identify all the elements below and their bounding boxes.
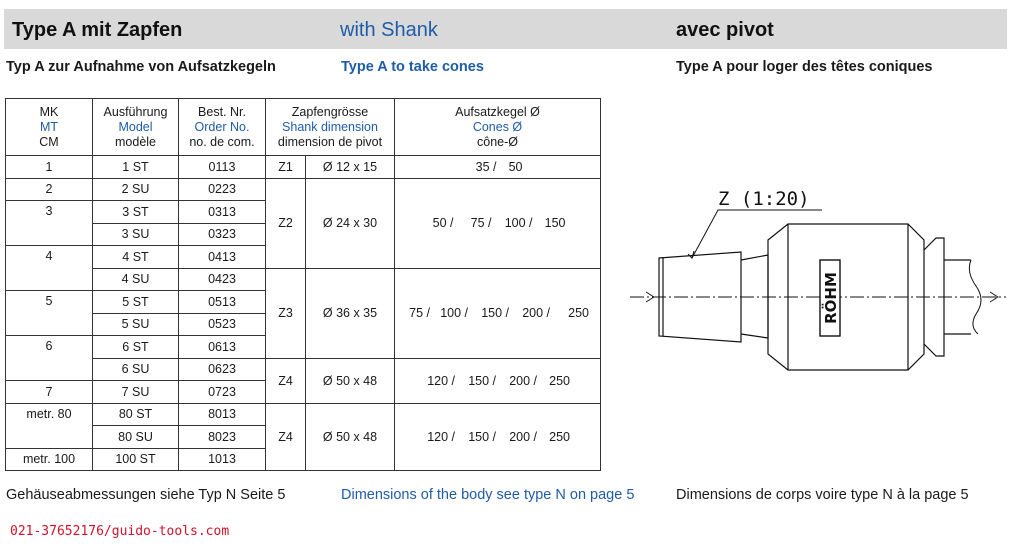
cone-value: 150 / <box>468 429 496 444</box>
model-cell: 1 ST <box>93 156 179 179</box>
shank-dim: Ø 50 x 48 <box>306 358 395 403</box>
shank-code: Z1 <box>266 156 306 179</box>
order-cell: 0423 <box>179 268 266 291</box>
model-cell: 100 ST <box>93 448 179 471</box>
shank-code: Z4 <box>266 403 306 471</box>
model-cell: 5 ST <box>93 291 179 314</box>
order-cell: 0723 <box>179 381 266 404</box>
spec-table <box>5 98 601 471</box>
mk-cell: 3 <box>6 201 93 246</box>
shank-dim: Ø 12 x 15 <box>306 156 395 179</box>
order-cell: 8013 <box>179 403 266 426</box>
model-cell: 2 SU <box>93 178 179 201</box>
shank-dim: Ø 36 x 35 <box>306 268 395 358</box>
brand-logo: RÖHM <box>822 272 840 324</box>
cone-value: 150 <box>544 216 566 230</box>
order-cell: 0223 <box>179 178 266 201</box>
title-de: Type A mit Zapfen <box>12 19 183 41</box>
model-cell: 3 ST <box>93 201 179 224</box>
table-row <box>6 358 601 381</box>
model-cell: 7 SU <box>93 381 179 404</box>
mk-cell: metr. 100 <box>6 448 93 471</box>
cone-value: 250 <box>549 373 570 388</box>
subtitle-fr: Type A pour loger des têtes coniques <box>676 59 933 75</box>
title-fr: avec pivot <box>676 19 774 41</box>
table-row <box>6 268 601 291</box>
cone-value: 150 / <box>468 373 496 388</box>
mk-cell: 6 <box>6 336 93 381</box>
technical-drawing <box>626 180 1010 380</box>
mk-cell: 5 <box>6 291 93 336</box>
col-header-shank: Zapfengrösse Shank dimension dimension de pivot <box>266 99 395 156</box>
shank-dim: Ø 24 x 30 <box>306 178 395 268</box>
order-cell: 0613 <box>179 336 266 359</box>
title-en: with Shank <box>340 19 438 41</box>
cone-value: 250 <box>549 429 570 444</box>
cones-cell <box>395 403 601 471</box>
table-row <box>6 403 601 426</box>
cones-cell <box>395 156 601 179</box>
subtitle-de: Typ A zur Aufnahme von Aufsatzkegeln <box>6 59 276 75</box>
order-cell: 0623 <box>179 358 266 381</box>
order-cell: 0413 <box>179 246 266 269</box>
cone-value: 200 / <box>509 429 537 444</box>
taper-label: Z (1:20) <box>718 188 810 210</box>
model-cell: 80 SU <box>93 426 179 449</box>
col-header-model: Ausführung Model modèle <box>93 99 179 156</box>
cone-value: 50 / <box>432 216 454 230</box>
cone-value: 200 / <box>522 306 550 320</box>
model-cell: 5 SU <box>93 313 179 336</box>
order-cell: 1013 <box>179 448 266 471</box>
cones-cell <box>395 358 601 403</box>
mk-cell: 7 <box>6 381 93 404</box>
mk-cell: 2 <box>6 178 93 201</box>
cone-value: 120 / <box>427 373 455 388</box>
cone-value: 250 <box>568 306 589 320</box>
order-cell: 0313 <box>179 201 266 224</box>
model-cell: 3 SU <box>93 223 179 246</box>
leader-line <box>692 210 822 258</box>
model-cell: 80 ST <box>93 403 179 426</box>
shank-code: Z4 <box>266 358 306 403</box>
col-header-cones: Aufsatzkegel Ø Cones Ø cône-Ø <box>395 99 601 156</box>
mk-cell: metr. 80 <box>6 403 93 448</box>
cone-value: 50 <box>508 159 523 174</box>
model-cell: 4 ST <box>93 246 179 269</box>
cone-value: 100 / <box>504 216 533 230</box>
model-cell: 6 SU <box>93 358 179 381</box>
shank-dim: Ø 50 x 48 <box>306 403 395 471</box>
footer-fr: Dimensions de corps voire type N à la page 5 <box>676 487 969 503</box>
cone-value: 150 / <box>481 306 509 320</box>
table-header-row <box>6 99 601 156</box>
mk-cell: 4 <box>6 246 93 291</box>
footer-de: Gehäuseabmessungen siehe Typ N Seite 5 <box>6 487 286 503</box>
cone-value: 120 / <box>427 429 455 444</box>
shank-code: Z3 <box>266 268 306 358</box>
col-header-order: Best. Nr. Order No. no. de com. <box>179 99 266 156</box>
header-bar <box>4 9 1007 49</box>
model-cell: 6 ST <box>93 336 179 359</box>
cone-value: 75 / <box>409 306 430 320</box>
cones-cell <box>395 178 601 268</box>
order-cell: 8023 <box>179 426 266 449</box>
col-header-mk: MK MT CM <box>6 99 93 156</box>
table-row <box>6 156 601 179</box>
model-cell: 4 SU <box>93 268 179 291</box>
table-row <box>6 178 601 201</box>
order-cell: 0323 <box>179 223 266 246</box>
shank-code: Z2 <box>266 178 306 268</box>
cone-value: 100 / <box>440 306 468 320</box>
footer-en: Dimensions of the body see type N on page 5 <box>341 487 635 503</box>
subtitle-en: Type A to take cones <box>341 59 484 75</box>
cone-value: 200 / <box>509 373 537 388</box>
order-cell: 0523 <box>179 313 266 336</box>
mk-cell: 1 <box>6 156 93 179</box>
order-cell: 0513 <box>179 291 266 314</box>
contact-line: 021-37652176/guido-tools.com <box>10 524 230 539</box>
cone-value: 35 / <box>475 159 497 174</box>
cone-value: 75 / <box>470 216 492 230</box>
cones-cell <box>395 268 601 358</box>
order-cell: 0113 <box>179 156 266 179</box>
